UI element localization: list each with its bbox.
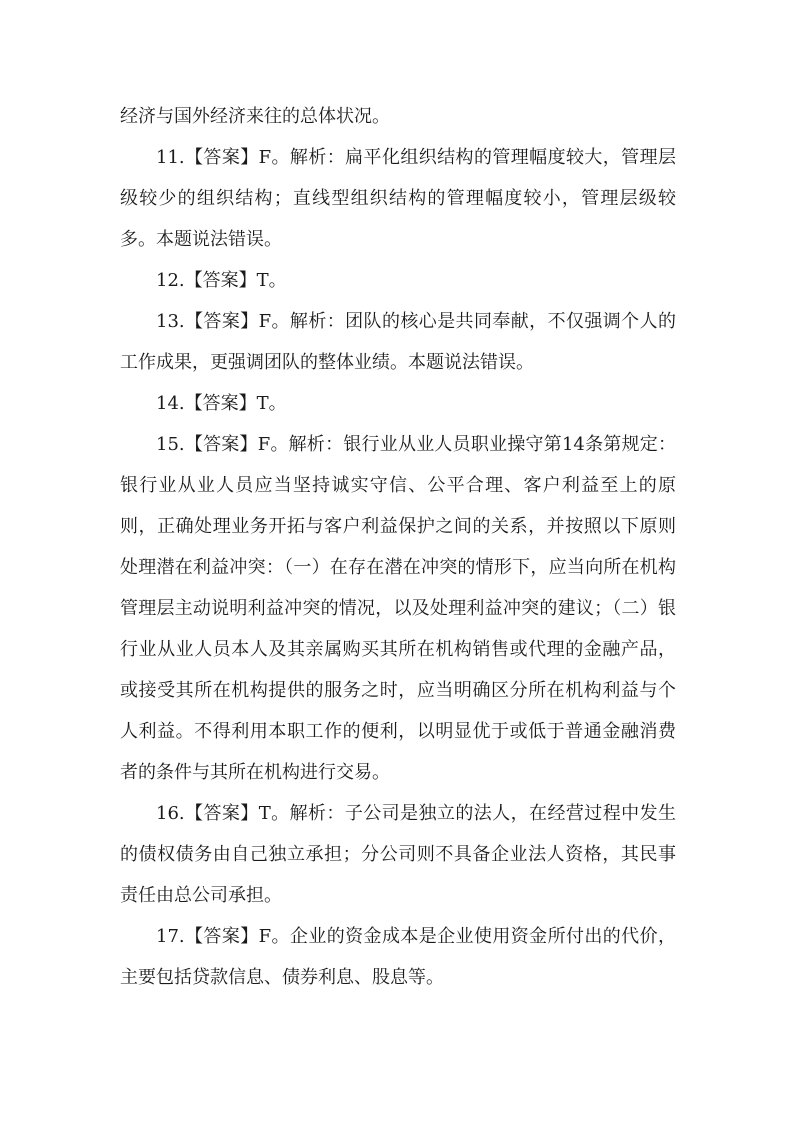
answer-15: 15.【答案】F。解析：银行业从业人员职业操守第14条第规定：银行业从业人员应当坚持诚实守信、公平合理、客户利益至上的原则，正确处理业务开拓与客户利益保护之间的关系，并按照以下原则处理潜在利益冲突：（一）在存在潜在冲突的情形下，应当向所在机构管理层主动说明利益冲突的情况，以及处理利益冲突的建议；（二）银行业从业人员本人及其亲属购买其所在机构销售或代理的金融产品，或接受其所在机构提供的服务之时，应当明确区分所在机构利益与个人利益。不得利用本职工作的便利，以明显优于或低于普通金融消费者的条件与其所在机构进行交易。 xyxy=(120,434,676,783)
answer-16: 16.【答案】T。解析：子公司是独立的法人，在经营过程中发生的债权债务由自己独立承担；分公司则不具备企业法人资格，其民事责任由总公司承担。 xyxy=(120,803,676,906)
answer-11: 11.【答案】F。解析：扁平化组织结构的管理幅度较大，管理层级较少的组织结构；直线型组织结构的管理幅度较小，管理层级较多。本题说法错误。 xyxy=(120,147,676,250)
answer-17: 17.【答案】F。企业的资金成本是企业使用资金所付出的代价，主要包括贷款信息、债券利息、股息等。 xyxy=(120,926,676,988)
paragraph-continuation: 经济与国外经济来往的总体状况。 xyxy=(120,106,390,127)
answer-13: 13.【答案】F。解析：团队的核心是共同奉献，不仅强调个人的工作成果，更强调团队的整体业绩。本题说法错误。 xyxy=(120,311,676,373)
answer-12: 12.【答案】T。 xyxy=(156,270,287,291)
answer-explanations xyxy=(120,96,676,998)
answer-14: 14.【答案】T。 xyxy=(156,393,287,414)
